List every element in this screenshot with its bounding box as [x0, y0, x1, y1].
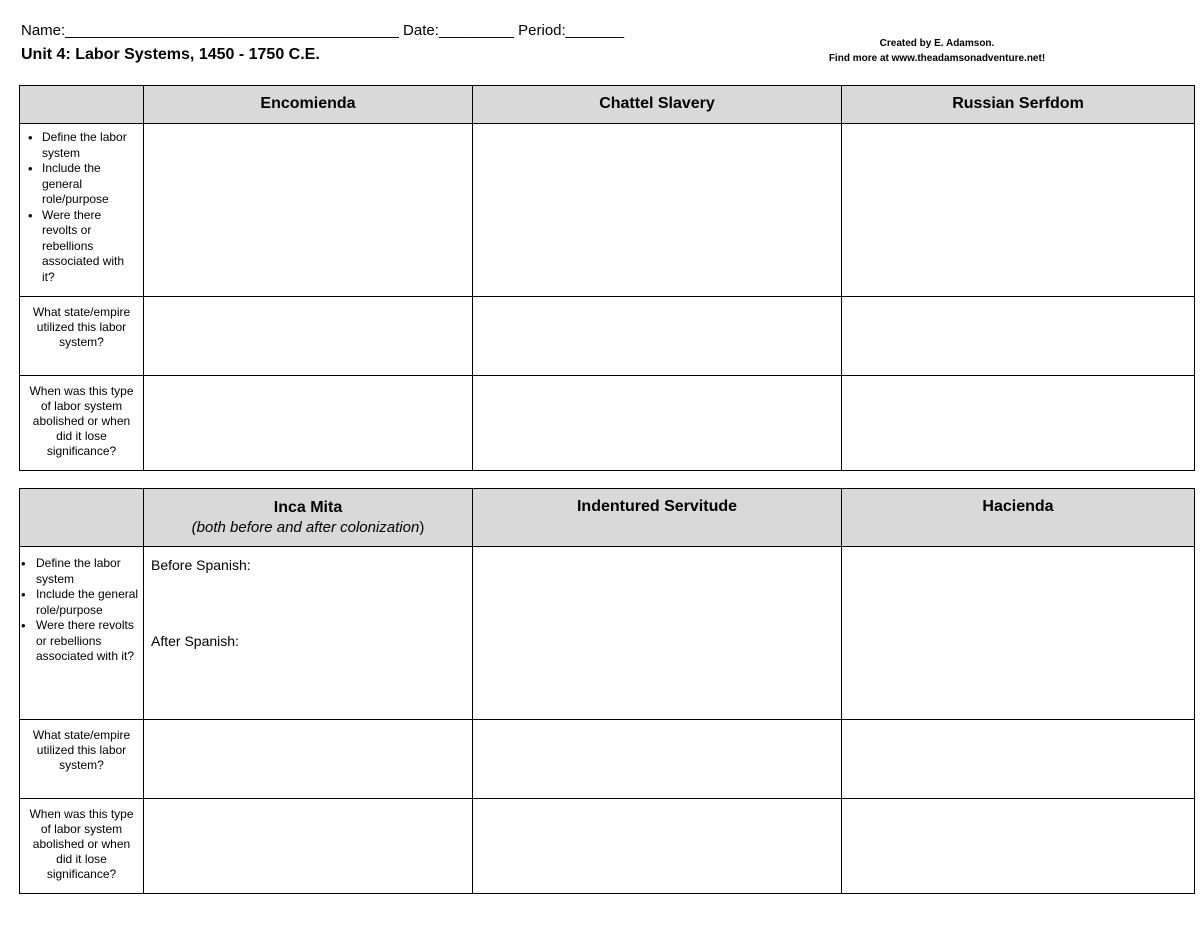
answer-cell[interactable] [473, 799, 842, 894]
bullet-define: • Define the labor system [28, 556, 139, 587]
labor-systems-table-2 [19, 488, 1195, 894]
labor-systems-table-1 [19, 85, 1195, 471]
table-row-state [20, 720, 1195, 799]
bullet-role: • Include the general role/purpose [20, 161, 139, 208]
header-blank-cell [20, 489, 144, 547]
answer-cell[interactable] [473, 376, 842, 471]
answer-cell[interactable] [144, 799, 473, 894]
credit-website: Find more at www.theadamsonadventure.net! [828, 53, 1046, 64]
header-encomienda: Encomienda [144, 86, 473, 124]
table-header-row [20, 86, 1195, 124]
header-chattel-slavery: Chattel Slavery [473, 86, 842, 124]
answer-cell[interactable] [842, 799, 1195, 894]
answer-cell[interactable] [144, 124, 473, 297]
answer-cell[interactable] [144, 297, 473, 376]
answer-cell[interactable] [842, 124, 1195, 297]
header-inca-mita [144, 489, 473, 547]
definition-bullet-list [28, 556, 139, 665]
definition-bullet-list [20, 130, 139, 285]
table-row-abolished [20, 799, 1195, 894]
table-row-definition [20, 124, 1195, 297]
row-label-state: What state/empire utilized this labor system? [20, 297, 144, 376]
header-inca-mita-title: Inca Mita [273, 499, 343, 516]
inca-subtitle-text: (both before and after colonization [191, 519, 420, 536]
inca-subtitle-close: ) [419, 519, 425, 536]
page-title: Unit 4: Labor Systems, 1450 - 1750 C.E. [21, 46, 320, 63]
header-blank-cell [20, 86, 144, 124]
bullet-role: • Include the general role/purpose [28, 587, 139, 618]
credit-author: Created by E. Adamson. [879, 38, 995, 49]
row-label-abolished: When was this type of labor system abolished or when did it lose significance? [20, 376, 144, 471]
bullet-define: • Define the labor system [20, 130, 139, 161]
table-row-abolished [20, 376, 1195, 471]
header-inca-mita-subtitle [144, 518, 472, 538]
header-russian-serfdom: Russian Serfdom [842, 86, 1195, 124]
answer-cell[interactable] [473, 297, 842, 376]
answer-cell[interactable] [842, 547, 1195, 720]
answer-cell[interactable] [473, 720, 842, 799]
answer-cell[interactable] [144, 720, 473, 799]
credit-block [812, 36, 1062, 66]
answer-cell[interactable] [842, 297, 1195, 376]
bullet-revolts: • Were there revolts or rebellions associated with it? [20, 208, 139, 286]
answer-cell[interactable] [473, 124, 842, 297]
answer-cell[interactable] [842, 376, 1195, 471]
table-row-state [20, 297, 1195, 376]
table-header-row [20, 489, 1195, 547]
table-row-definition [20, 547, 1195, 720]
header-hacienda: Hacienda [842, 489, 1195, 547]
row-label-definition [20, 547, 144, 720]
inca-mita-definition-cell[interactable] [144, 547, 473, 720]
row-label-state: What state/empire utilized this labor system? [20, 720, 144, 799]
answer-cell[interactable] [473, 547, 842, 720]
answer-cell[interactable] [144, 376, 473, 471]
name-date-period-line: Name:________________________________________ Date:_________ Period:_______ [21, 22, 625, 39]
row-label-definition [20, 124, 144, 297]
header-indentured-servitude: Indentured Servitude [473, 489, 842, 547]
row-label-abolished: When was this type of labor system abolished or when did it lose significance? [20, 799, 144, 894]
after-spanish-label: After Spanish: [151, 633, 239, 649]
answer-cell[interactable] [842, 720, 1195, 799]
bullet-revolts: • Were there revolts or rebellions associated with it? [28, 618, 139, 665]
before-spanish-label: Before Spanish: [151, 557, 251, 573]
